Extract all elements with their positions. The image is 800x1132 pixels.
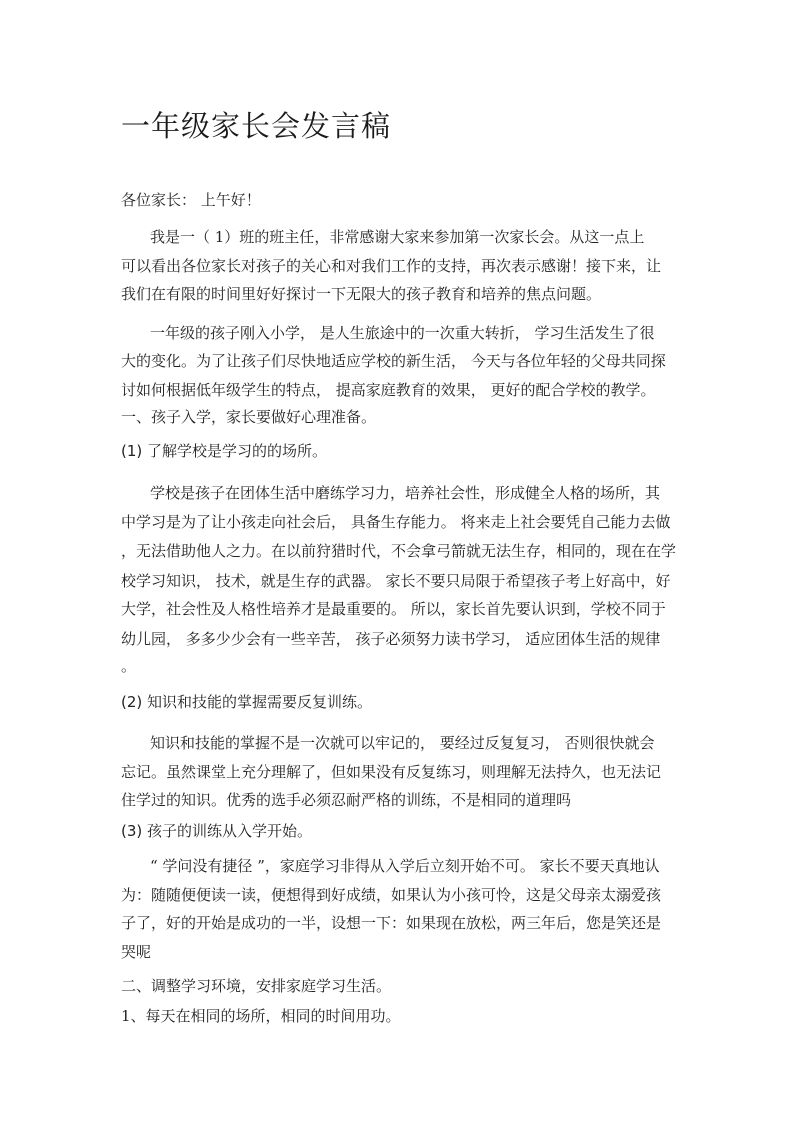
paragraph-line: 我们在有限的时间里好好探讨一下无限大的孩子教育和培养的焦点问题。 <box>121 285 602 303</box>
section-heading: 二、调整学习环境，安排家庭学习生活。 <box>121 977 392 995</box>
document-title: 一年级家长会发言稿 <box>121 109 392 143</box>
list-item: 1、每天在相同的场所，相同的时间用功。 <box>121 1007 401 1025</box>
paragraph-line: “ 学问没有捷径 ”，家庭学习非得从入学后立刻开始不可。 家长不要天真地认 <box>150 857 660 875</box>
paragraph-line: 住学过的知识。优秀的选手必须忍耐严格的训练，不是相同的道理吗 <box>121 791 572 809</box>
paragraph-line: 学校是孩子在团体生活中磨练学习力，培养社会性，形成健全人格的场所，其 <box>150 484 661 502</box>
paragraph-line: 我是一（ 1）班的班主任，非常感谢大家来参加第一次家长会。从这一点上 <box>150 228 645 246</box>
paragraph-line: 幼儿园， 多多少少会有一些辛苦， 孩子必须努力读书学习， 适应团体生活的规律 <box>121 630 661 648</box>
section-heading: 一、孩子入学，家长要做好心理准备。 <box>121 408 377 426</box>
subsection-heading: (3) 孩子的训练从入学开始。 <box>121 822 313 840</box>
paragraph-line: 忘记。虽然课堂上充分理解了，但如果没有反复练习，则理解无法持久，也无法记 <box>121 763 662 781</box>
paragraph-line: 大的变化。为了让孩子们尽快地适应学校的新生活， 今天与各位年轻的父母共同探 <box>121 352 666 370</box>
subsection-heading: (1) 了解学校是学习的的场所。 <box>121 442 328 460</box>
paragraph-line: 可以看出各位家长对孩子的关心和对我们工作的支持，再次表示感谢！接下来，让 <box>121 257 662 275</box>
paragraph-line: 为：随随便便读一读，便想得到好成绩，如果认为小孩可怜，这是父母亲太溺爱孩 <box>121 886 662 904</box>
paragraph-line: 中学习是为了让小孩走向社会后， 具备生存能力。 将来走上社会要凭自己能力去做 <box>121 513 671 531</box>
salutation: 各位家长： 上午好！ <box>121 191 261 209</box>
paragraph-line: 讨如何根据低年级学生的特点， 提高家庭教育的效果， 更好的配合学校的教学。 <box>121 381 656 399</box>
paragraph-line: 一年级的孩子刚入小学， 是人生旅途中的一次重大转折， 学习生活发生了很 <box>150 324 655 342</box>
paragraph-line: 。 <box>121 657 137 675</box>
paragraph-line: 大学，社会性及人格性培养才是最重要的。 所以，家长首先要认识到，学校不同于 <box>121 600 666 618</box>
paragraph-line: ，无法借助他人之力。在以前狩猎时代，不会拿弓箭就无法生存，相同的，现在在学 <box>121 542 677 560</box>
paragraph-line: 哭呢 <box>121 943 152 961</box>
paragraph-line: 知识和技能的掌握不是一次就可以牢记的， 要经过反复复习， 否则很快就会 <box>150 734 655 752</box>
paragraph-line: 校学习知识， 技术，就是生存的武器。 家长不要只局限于希望孩子考上好高中，好 <box>121 572 671 590</box>
paragraph-line: 子了，好的开始是成功的一半，设想一下：如果现在放松，两三年后，您是笑还是 <box>121 914 662 932</box>
subsection-heading: (2) 知识和技能的掌握需要反复训练。 <box>121 693 373 711</box>
